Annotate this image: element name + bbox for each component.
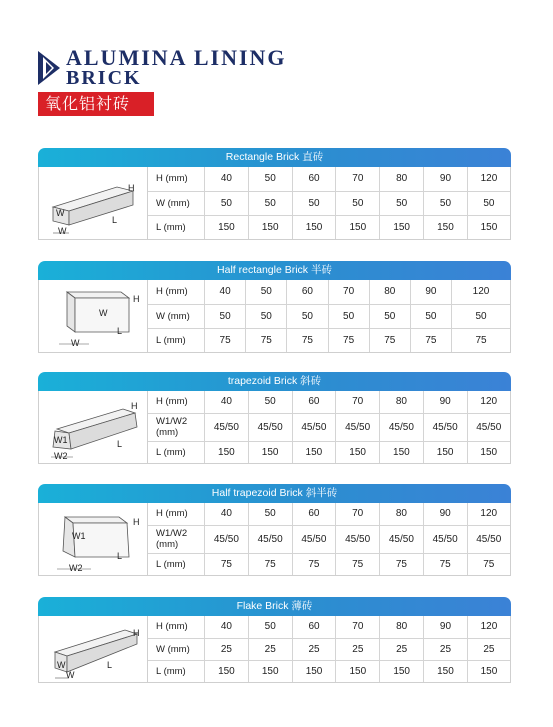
table-cell: 45/50 — [467, 413, 510, 441]
page-title: ALUMINA LINING — [66, 45, 287, 70]
width-label: W — [56, 208, 65, 218]
table-cell: 50 — [246, 280, 287, 304]
table-cell: 90 — [423, 391, 467, 413]
chinese-title: 氧化铝衬砖 — [38, 92, 154, 116]
table-cell: 75 — [423, 553, 467, 575]
top-width-label: W1 — [72, 531, 86, 541]
table-cell: 120 — [467, 391, 510, 413]
height-label: H — [128, 183, 135, 193]
table-row — [148, 503, 510, 525]
table-cell: 45/50 — [380, 525, 424, 553]
table-cell: 45/50 — [336, 413, 380, 441]
table-cell: 120 — [467, 503, 510, 525]
table-cell: 150 — [336, 660, 380, 682]
table-row — [148, 167, 510, 191]
table-cell: 25 — [336, 638, 380, 660]
table-cell: 50 — [328, 304, 369, 328]
spec-table — [148, 503, 510, 575]
row-label: L (mm) — [148, 553, 205, 575]
table-cell: 50 — [424, 191, 468, 215]
table-cell: 75 — [292, 553, 336, 575]
table-cell: 120 — [467, 167, 510, 191]
table-row — [148, 638, 510, 660]
table-cell: 150 — [380, 660, 424, 682]
table-cell: 45/50 — [380, 413, 424, 441]
table-cell: 80 — [380, 391, 424, 413]
table-cell: 50 — [248, 616, 292, 638]
table-cell: 40 — [205, 503, 249, 525]
table-row — [148, 441, 510, 463]
table-row — [148, 553, 510, 575]
bottom-width-label: W — [58, 226, 67, 236]
spec-table — [148, 280, 510, 352]
table-cell: 45/50 — [467, 525, 510, 553]
table-cell: 60 — [292, 167, 336, 191]
table-cell: 50 — [248, 391, 292, 413]
table-cell: 90 — [424, 616, 468, 638]
half-trapezoid-brick-drawing-icon — [39, 503, 147, 575]
table-cell: 25 — [205, 638, 249, 660]
table-cell: 25 — [424, 638, 468, 660]
rectangle-brick-drawing-icon — [39, 167, 147, 239]
table-cell: 45/50 — [248, 413, 292, 441]
table-cell: 75 — [205, 553, 249, 575]
table-cell: 80 — [380, 616, 424, 638]
table-cell: 60 — [292, 616, 336, 638]
spec-table — [148, 391, 510, 463]
table-cell: 50 — [369, 304, 410, 328]
bottom-width-label: W — [66, 670, 75, 680]
height-label: H — [133, 628, 140, 638]
bottom-width-label: W — [71, 338, 80, 348]
table-cell: 75 — [287, 328, 328, 352]
table-cell: 60 — [292, 391, 336, 413]
table-cell: 60 — [292, 503, 336, 525]
brick-drawing — [39, 503, 148, 575]
table-cell: 150 — [205, 660, 249, 682]
length-label: L — [112, 215, 118, 225]
table-cell: 150 — [205, 441, 249, 463]
spec-table — [148, 167, 510, 239]
table-cell: 45/50 — [423, 525, 467, 553]
row-label: W (mm) — [148, 304, 205, 328]
spec-section-rectangle — [38, 148, 511, 240]
table-cell: 70 — [336, 391, 380, 413]
table-cell: 50 — [452, 304, 510, 328]
table-cell: 75 — [246, 328, 287, 352]
table-cell: 75 — [483, 558, 495, 570]
table-cell: 90 — [424, 167, 468, 191]
table-cell: 80 — [380, 503, 424, 525]
table-cell: 45/50 — [205, 525, 249, 553]
height-label: H — [131, 401, 138, 411]
table-cell: 40 — [205, 391, 249, 413]
row-label: L (mm) — [148, 660, 205, 682]
table-cell: 75 — [248, 553, 292, 575]
table-cell: 50 — [248, 503, 292, 525]
row-label: W (mm) — [148, 638, 205, 660]
spec-section-half-trapezoid — [38, 484, 511, 576]
table-cell: 25 — [467, 638, 510, 660]
table-cell: 50 — [205, 304, 246, 328]
table-cell: 25 — [380, 638, 424, 660]
table-cell: 40 — [205, 280, 246, 304]
length-label: L — [107, 660, 113, 670]
table-row — [148, 280, 510, 304]
table-cell: 150 — [424, 660, 468, 682]
table-cell: 45/50 — [292, 413, 336, 441]
spec-table — [148, 616, 510, 682]
half-rectangle-brick-drawing-icon — [39, 280, 147, 352]
table-cell: 75 — [475, 334, 487, 346]
table-cell: 25 — [292, 638, 336, 660]
table-cell: 90 — [423, 503, 467, 525]
table-cell: 45/50 — [336, 525, 380, 553]
table-cell: 45/50 — [423, 413, 467, 441]
length-label: L — [117, 326, 123, 336]
bottom-width-label: W2 — [54, 451, 68, 461]
spec-section-trapezoid — [38, 372, 511, 464]
row-label: H (mm) — [148, 616, 205, 638]
table-row — [148, 413, 510, 441]
row-label: H (mm) — [148, 280, 205, 304]
section-title: Half rectangle Brick 半砖 — [38, 261, 511, 280]
table-cell: 50 — [292, 191, 336, 215]
table-cell: 75 — [205, 328, 246, 352]
table-cell: 50 — [380, 191, 424, 215]
brick-drawing — [39, 280, 148, 352]
width-label: W — [57, 660, 66, 670]
table-cell: 150 — [380, 215, 424, 239]
table-cell: 60 — [287, 280, 328, 304]
table-cell: 150 — [248, 660, 292, 682]
table-cell: 50 — [248, 167, 292, 191]
table-cell: 150 — [480, 665, 498, 677]
table-cell: 70 — [336, 616, 380, 638]
table-cell: 70 — [336, 167, 380, 191]
table-cell: 150 — [336, 215, 380, 239]
table-row — [148, 328, 510, 352]
table-cell: 75 — [410, 328, 451, 352]
flake-brick-drawing-icon — [39, 616, 147, 682]
table-cell: 150 — [292, 660, 336, 682]
brick-drawing — [39, 616, 148, 682]
row-label: W (mm) — [148, 191, 205, 215]
table-cell: 40 — [205, 616, 249, 638]
height-label: H — [133, 294, 140, 304]
page-title-line-2: BRICK — [66, 67, 142, 89]
table-cell: 80 — [369, 280, 410, 304]
table-cell: 150 — [336, 441, 380, 463]
table-cell: 45/50 — [248, 525, 292, 553]
row-label: H (mm) — [148, 391, 205, 413]
section-title: Flake Brick 薄砖 — [38, 597, 511, 616]
table-cell: 150 — [248, 215, 292, 239]
table-cell: 50 — [287, 304, 328, 328]
row-label: W1/W2 (mm) — [148, 525, 205, 553]
table-cell: 75 — [328, 328, 369, 352]
table-cell: 150 — [292, 215, 336, 239]
table-cell: 50 — [410, 304, 451, 328]
table-row — [148, 525, 510, 553]
table-cell: 120 — [467, 616, 510, 638]
table-cell: 150 — [424, 215, 468, 239]
table-row — [148, 304, 510, 328]
section-title: trapezoid Brick 斜砖 — [38, 372, 511, 391]
table-cell: 50 — [336, 191, 380, 215]
row-label: L (mm) — [148, 328, 205, 352]
table-cell: 150 — [380, 441, 424, 463]
top-width-label: W1 — [54, 435, 68, 445]
table-cell: 50 — [246, 304, 287, 328]
row-label: H (mm) — [148, 503, 205, 525]
table-row — [148, 391, 510, 413]
brick-drawing — [39, 167, 148, 239]
table-cell: 150 — [480, 446, 498, 458]
table-cell: 150 — [292, 441, 336, 463]
logo-chevron-icon — [38, 51, 64, 85]
table-cell: 25 — [248, 638, 292, 660]
row-label: W1/W2 (mm) — [148, 413, 205, 441]
table-cell: 45/50 — [205, 413, 249, 441]
row-label: H (mm) — [148, 167, 205, 191]
table-cell: 45/50 — [292, 525, 336, 553]
table-cell: 150 — [423, 441, 467, 463]
table-cell: 40 — [205, 167, 249, 191]
bottom-width-label: W2 — [69, 563, 83, 573]
row-label: L (mm) — [148, 441, 205, 463]
table-row — [148, 191, 510, 215]
table-cell: 150 — [480, 221, 498, 233]
row-label: L (mm) — [148, 215, 205, 239]
width-label: W — [99, 308, 108, 318]
table-cell: 75 — [380, 553, 424, 575]
brick-drawing — [39, 391, 148, 463]
table-cell: 70 — [328, 280, 369, 304]
table-cell: 150 — [248, 441, 292, 463]
table-cell: 50 — [467, 191, 510, 215]
section-title: Rectangle Brick 直砖 — [38, 148, 511, 167]
table-cell: 50 — [248, 191, 292, 215]
table-cell: 50 — [205, 191, 249, 215]
table-row — [148, 215, 510, 239]
length-label: L — [117, 551, 123, 561]
table-cell: 150 — [205, 215, 249, 239]
table-cell: 120 — [452, 280, 510, 304]
table-row — [148, 660, 510, 682]
height-label: H — [133, 517, 140, 527]
table-row — [148, 616, 510, 638]
length-label: L — [117, 439, 123, 449]
spec-section-half-rectangle — [38, 261, 511, 353]
table-cell: 75 — [369, 328, 410, 352]
section-title: Half trapezoid Brick 斜半砖 — [38, 484, 511, 503]
spec-section-flake — [38, 597, 511, 683]
table-cell: 90 — [410, 280, 451, 304]
table-cell: 70 — [336, 503, 380, 525]
table-cell: 75 — [336, 553, 380, 575]
table-cell: 80 — [380, 167, 424, 191]
